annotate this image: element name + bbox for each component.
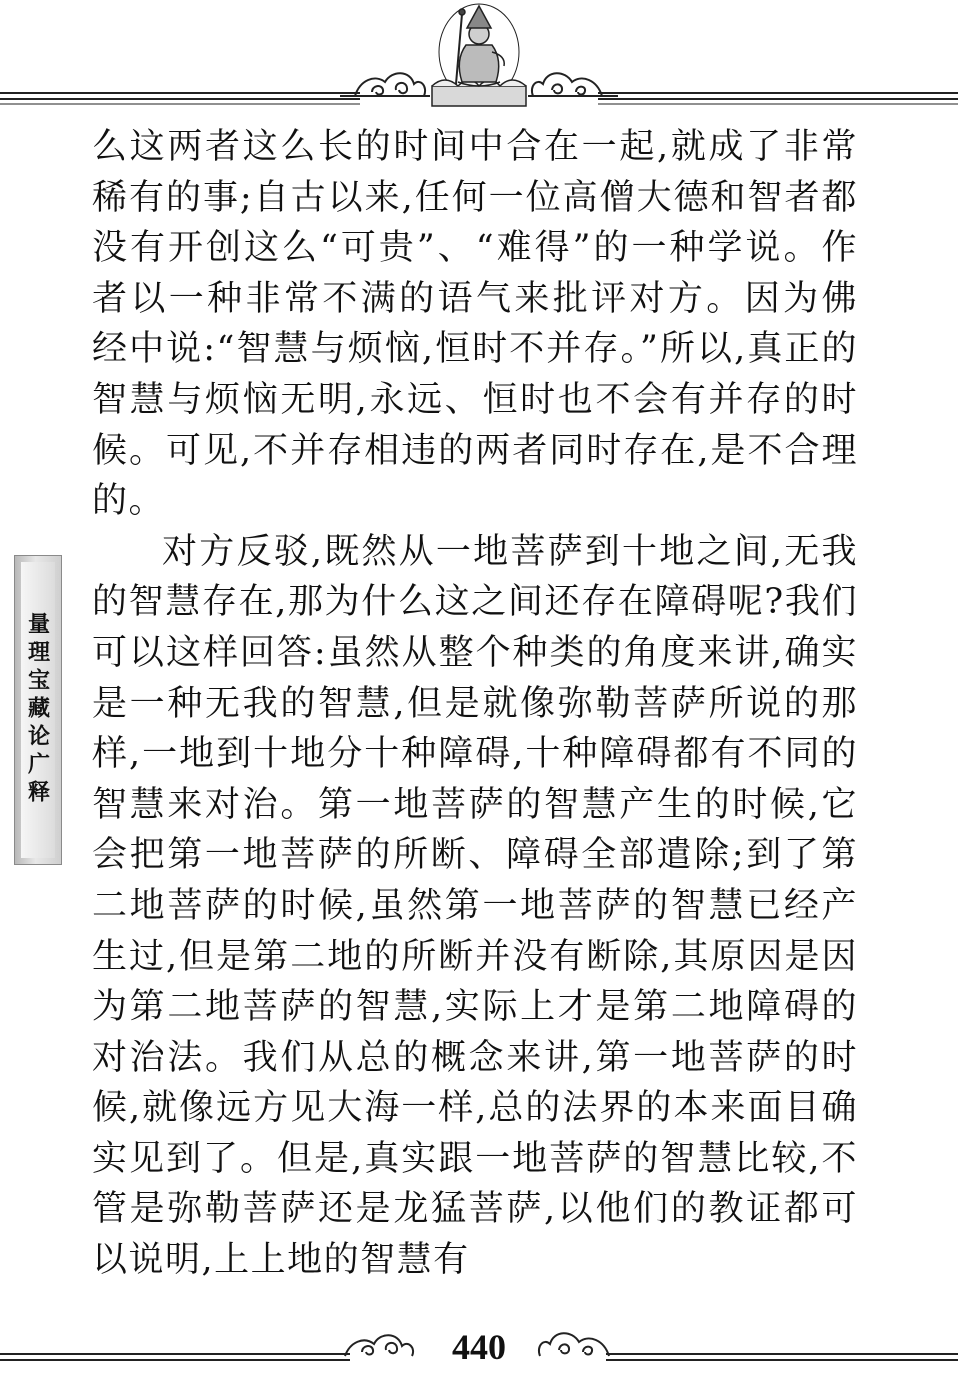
running-title: 量理宝藏论广释 xyxy=(24,612,51,808)
paragraph-1: 么这两者这么长的时间中合在一起,就成了非常稀有的事;自古以来,任何一位高僧大德和智者都没有开创这么“可贵”、“难得”的一种学说。作者以一种非常不满的语气来批评对方。因为佛经中说:“智慧与烦恼,恒时不并存。”所以,真正的智慧与烦恼无明,永远、恒时也不会有并存的时候。可见,不并存相违的两者同时存在,是不合理的。 xyxy=(92,127,858,522)
header-ornament-svg xyxy=(0,0,958,112)
paragraph-2: 对方反驳,既然从一地菩萨到十地之间,无我的智慧存在,那为什么这之间还存在障碍呢?我们可以这样回答:虽然从整个种类的角度来讲,确实是一种无我的智慧,但是就像弥勒菩萨所说的那样,一地到十地分十种障碍,十种障碍都有不同的智慧来对治。第一地菩萨的智慧产生的时候,它会把第一地菩萨的所断、障碍全部遣除;到了第二地菩萨的时候,虽然第一地菩萨的智慧已经产生过,但是第二地的所断并没有断除,其原因是因为第二地菩萨的智慧,实际上才是第二地障碍的对治法。我们从总的概念来讲,第一地菩萨的时候,就像远方见大海一样,总的法界的本来面目确实见到了。但是,真实跟一地菩萨的智慧比较,不管是弥勒菩萨还是龙猛菩萨,以他们的教证都可以说明,上上地的智慧有 xyxy=(92,531,858,1281)
header-ornament xyxy=(0,0,958,112)
deity-figure-icon xyxy=(432,4,526,106)
body-text xyxy=(92,122,858,1286)
side-tab xyxy=(14,555,62,865)
side-tab-inner xyxy=(21,562,55,858)
page-number: 440 xyxy=(452,1327,506,1367)
